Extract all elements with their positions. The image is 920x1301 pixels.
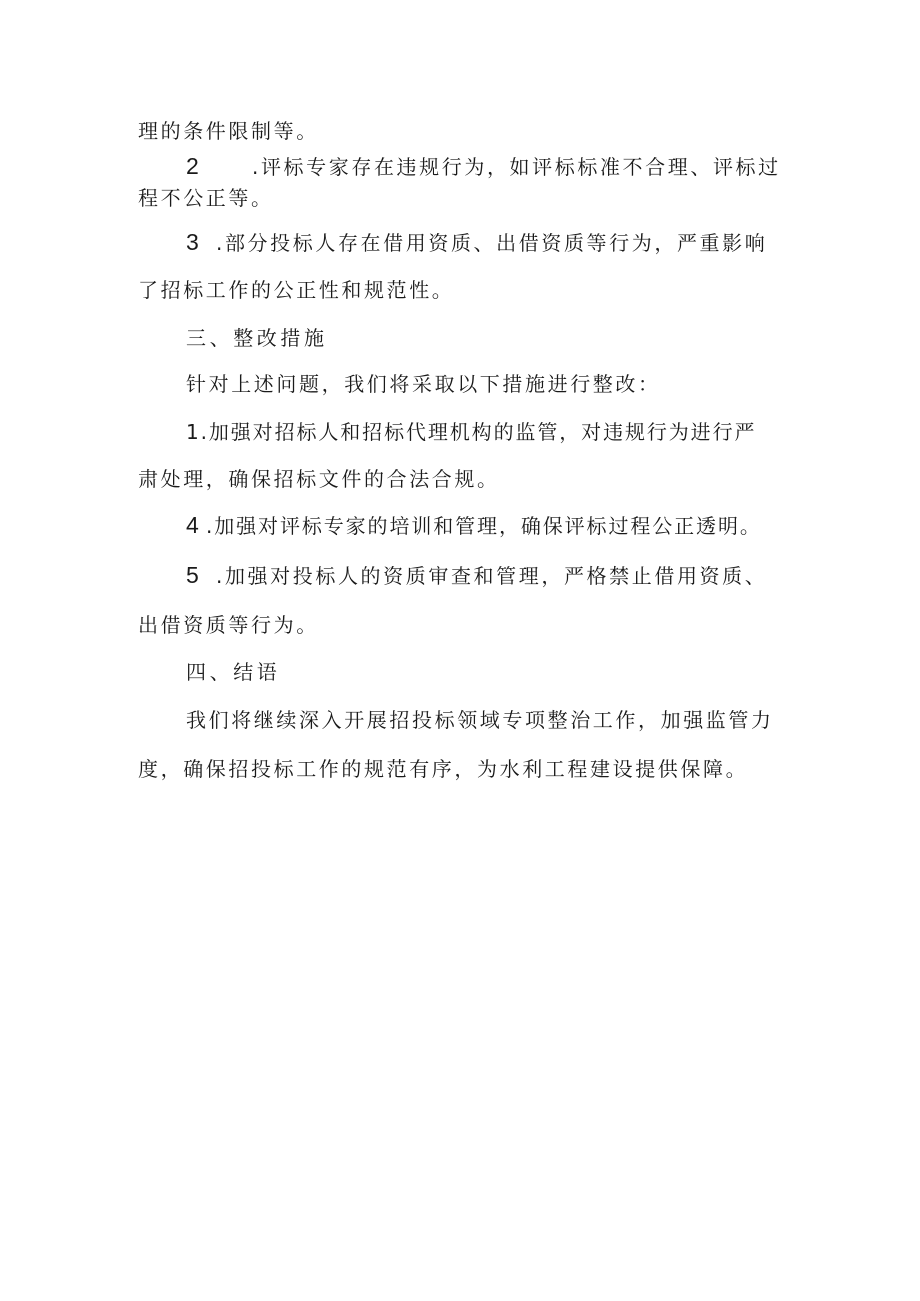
section-3-intro: 针对上述问题，我们将采取以下措施进行整改： <box>186 372 661 396</box>
measure-4-text: .加强对评标专家的培训和管理，确保评标过程公正透明。 <box>206 514 762 538</box>
measure-5-line-2: 出借资质等行为。 <box>138 613 319 637</box>
measure-1-line-1: 1.加强对招标人和招标代理机构的监管，对违规行为进行严 <box>186 420 757 444</box>
paragraph-continuation: 理的条件限制等。 <box>138 119 319 143</box>
issue-2-line-2: 程不公正等。 <box>138 186 274 210</box>
measure-5-number: 5 <box>186 562 199 588</box>
measure-4-number: 4 <box>186 512 199 538</box>
conclusion-line-1: 我们将继续深入开展招投标领域专项整治工作，加强监管力 <box>186 708 774 732</box>
issue-3-text: .部分投标人存在借用资质、出借资质等行为，严重影响 <box>216 231 768 255</box>
issue-2-number: 2 <box>186 153 199 179</box>
section-4-heading: 四、结语 <box>186 660 281 684</box>
section-3-heading: 三、整改措施 <box>186 326 328 350</box>
conclusion-line-2: 度，确保招投标工作的规范有序，为水利工程建设提供保障。 <box>138 757 749 781</box>
issue-3-line-2: 了招标工作的公正性和规范性。 <box>138 278 455 302</box>
measure-1-line-2: 肃处理，确保招标文件的合法合规。 <box>138 467 500 491</box>
measure-5-line-1 <box>186 561 767 590</box>
issue-2-line-1 <box>186 152 781 181</box>
measure-5-text: .加强对投标人的资质审查和管理，严格禁止借用资质、 <box>216 564 768 588</box>
issue-3-line-1 <box>186 228 767 257</box>
issue-3-number: 3 <box>186 229 199 255</box>
measure-4-line-1 <box>186 511 762 540</box>
issue-2-text: .评标专家存在违规行为，如评标标准不合理、评标过 <box>252 155 781 179</box>
